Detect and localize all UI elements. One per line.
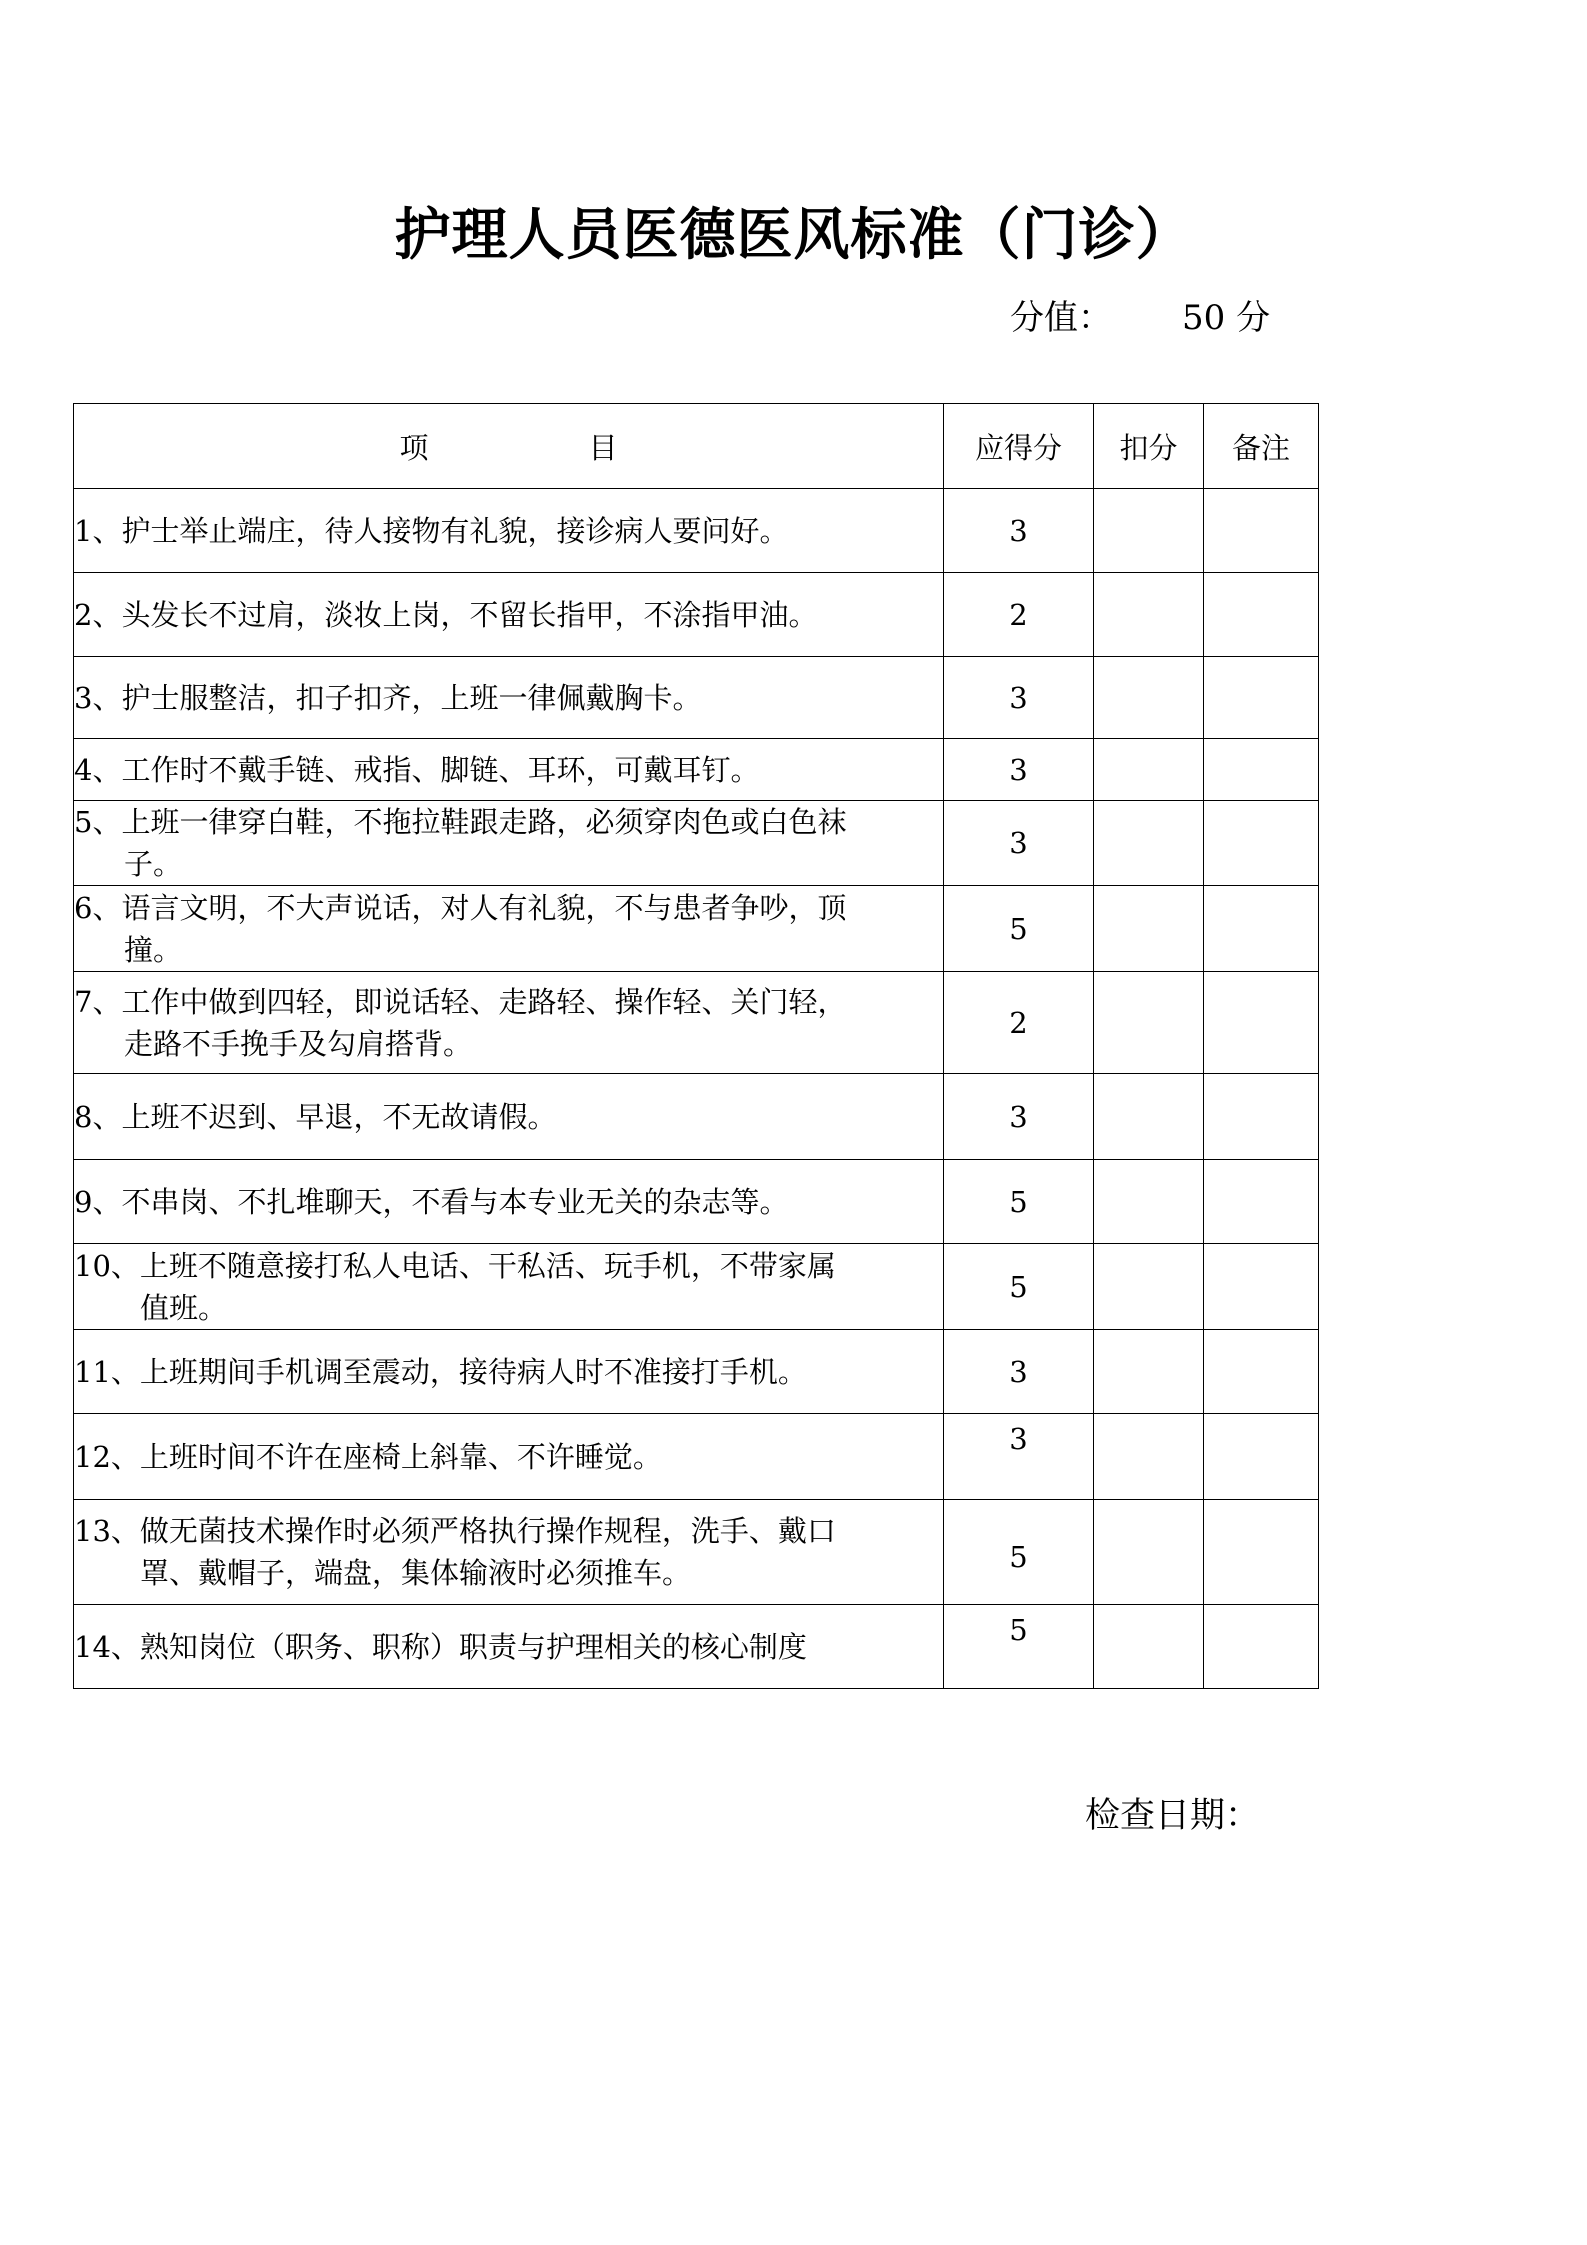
row-text-line1: 上班不随意接打私人电话、干私活、玩手机，不带家属 [139,1248,836,1283]
row-points: 2 [944,573,1094,657]
row-remark-cell[interactable] [1204,657,1319,739]
row-number: 11、 [74,1354,140,1389]
row-text-line2: 走路不手挽手及勾肩搭背。 [124,1026,473,1061]
row-text-line1: 熟知岗位（职务、职称）职责与护理相关的核心制度 [139,1629,807,1664]
row-text-line2: 撞。 [124,932,183,967]
table-row [74,886,1319,972]
row-deduct-cell[interactable] [1094,972,1204,1074]
table-row [74,657,1319,739]
check-date-label: 检查日期： [1085,1796,1261,1836]
row-points: 2 [944,972,1094,1074]
row-remark-cell[interactable] [1204,1160,1319,1244]
row-points: 3 [944,739,1094,801]
row-deduct-cell[interactable] [1094,1330,1204,1414]
table-row [74,573,1319,657]
row-text-line2: 子。 [124,847,183,881]
row-text-line1: 上班时间不许在座椅上斜靠、不许睡觉。 [139,1439,662,1474]
row-deduct-cell[interactable] [1094,657,1204,739]
row-text-line2: 值班。 [140,1290,228,1325]
table-row [74,1330,1319,1414]
row-number: 5、 [74,805,122,839]
row-item-text [74,801,944,886]
row-item-text [74,1074,944,1160]
row-points: 3 [944,489,1094,573]
row-points: 5 [944,1244,1094,1330]
row-item-text [74,1330,944,1414]
table-row [74,972,1319,1074]
row-item-text [74,1605,944,1689]
row-deduct-cell[interactable] [1094,573,1204,657]
row-points: 5 [944,1605,1094,1689]
row-text-line1: 护士举止端庄，待人接物有礼貌，接诊病人要问好。 [121,513,789,548]
header-points: 应得分 [944,404,1094,489]
row-text-line1: 工作时不戴手链、戒指、脚链、耳环，可戴耳钉。 [121,752,760,787]
row-remark-cell[interactable] [1204,801,1319,886]
row-text-line1: 语言文明，不大声说话，对人有礼貌，不与患者争吵，顶 [121,890,847,925]
row-item-text [74,1160,944,1244]
row-remark-cell[interactable] [1204,1500,1319,1605]
row-remark-cell[interactable] [1204,886,1319,972]
row-deduct-cell[interactable] [1094,1074,1204,1160]
row-remark-cell[interactable] [1204,1244,1319,1330]
row-points: 3 [944,1414,1094,1500]
row-deduct-cell[interactable] [1094,739,1204,801]
table-row [74,1074,1319,1160]
row-deduct-cell[interactable] [1094,1500,1204,1605]
row-remark-cell[interactable] [1204,739,1319,801]
row-remark-cell[interactable] [1204,1074,1319,1160]
table-row [74,739,1319,801]
row-points: 3 [944,1330,1094,1414]
table-row [74,1160,1319,1244]
row-number: 12、 [74,1439,140,1474]
score-label: 分值： [1010,298,1112,338]
row-points: 3 [944,801,1094,886]
row-number: 3、 [74,680,122,715]
page-title: 护理人员医德医风标准（门诊） [394,202,1193,268]
table-row [74,801,1319,886]
header-remark: 备注 [1204,404,1319,489]
row-remark-cell[interactable] [1204,1605,1319,1689]
row-remark-cell[interactable] [1204,573,1319,657]
standards-table [73,403,1319,1689]
row-remark-cell[interactable] [1204,972,1319,1074]
row-deduct-cell[interactable] [1094,1605,1204,1689]
row-remark-cell[interactable] [1204,489,1319,573]
table-row [74,1605,1319,1689]
row-deduct-cell[interactable] [1094,801,1204,886]
table-row [74,489,1319,573]
row-points: 5 [944,1160,1094,1244]
header-deduct: 扣分 [1094,404,1204,489]
row-points: 3 [944,1074,1094,1160]
row-number: 13、 [74,1514,140,1548]
table-header-row [74,404,1319,489]
row-points: 5 [944,1500,1094,1605]
row-remark-cell[interactable] [1204,1414,1319,1500]
row-text-line1: 做无菌技术操作时必须严格执行操作规程，洗手、戴口 [139,1514,836,1548]
row-text-line1: 工作中做到四轻，即说话轻、走路轻、操作轻、关门轻， [121,984,847,1019]
row-deduct-cell[interactable] [1094,489,1204,573]
row-item-text [74,1500,944,1605]
row-item-text [74,739,944,801]
row-item-text [74,1244,944,1330]
score-value: 50 分 [1182,298,1271,338]
row-number: 8、 [74,1099,122,1134]
row-deduct-cell[interactable] [1094,1414,1204,1500]
row-item-text [74,573,944,657]
row-text-line1: 上班一律穿白鞋，不拖拉鞋跟走路，必须穿肉色或白色袜 [121,805,847,839]
row-text-line1: 护士服整洁，扣子扣齐，上班一律佩戴胸卡。 [121,680,702,715]
table-row [74,1414,1319,1500]
row-number: 7、 [74,984,122,1019]
row-number: 2、 [74,597,122,632]
row-item-text [74,1414,944,1500]
row-number: 4、 [74,752,122,787]
row-item-text [74,489,944,573]
row-item-text [74,886,944,972]
total-score [1010,290,1270,346]
row-deduct-cell[interactable] [1094,1244,1204,1330]
row-item-text [74,972,944,1074]
row-number: 10、 [74,1248,140,1283]
table-row [74,1244,1319,1330]
row-number: 9、 [74,1184,122,1219]
row-number: 14、 [74,1629,140,1664]
row-text-line1: 不串岗、不扎堆聊天，不看与本专业无关的杂志等。 [121,1184,789,1219]
row-text-line1: 上班期间手机调至震动，接待病人时不准接打手机。 [139,1354,807,1389]
row-item-text [74,657,944,739]
row-deduct-cell[interactable] [1094,886,1204,972]
table-row [74,1500,1319,1605]
row-number: 1、 [74,513,122,548]
header-item: 项 目 [74,404,944,489]
row-points: 5 [944,886,1094,972]
row-text-line1: 头发长不过肩，淡妆上岗，不留长指甲，不涂指甲油。 [121,597,818,632]
row-deduct-cell[interactable] [1094,1160,1204,1244]
row-text-line1: 上班不迟到、早退，不无故请假。 [121,1099,557,1134]
row-points: 3 [944,657,1094,739]
row-remark-cell[interactable] [1204,1330,1319,1414]
row-number: 6、 [74,890,122,925]
row-text-line2: 罩、戴帽子，端盘，集体输液时必须推车。 [140,1556,692,1590]
